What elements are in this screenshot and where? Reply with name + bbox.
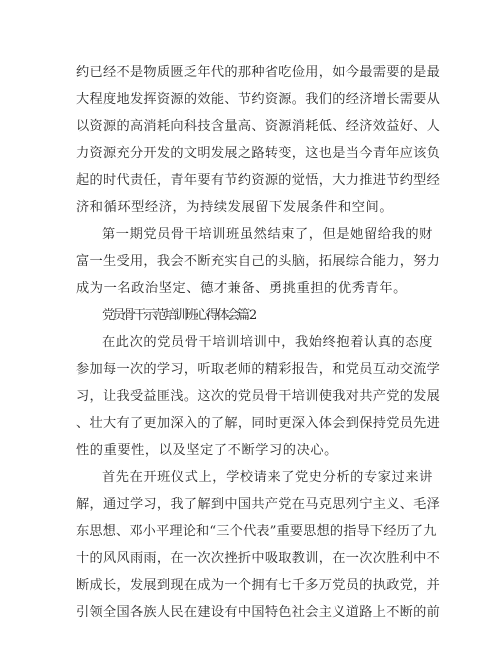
paragraph-4-line-2: 解，通过学习，我了解到中国共产党在马克思列宁主义、毛泽: [76, 497, 441, 512]
paragraph-2-line-3: 成为一名政治坚定、德才兼备、勇挑重担的优秀青年。: [76, 281, 407, 296]
paragraph-2-line-2: 富一生受用，我会不断充实自己的头脑，拓展综合能力，努力: [76, 254, 441, 269]
paragraph-4-line-3: 东思想、邓小平理论和“三个代表”重要思想的指导下经历了九: [76, 524, 437, 539]
paragraph-1-line-1: 约已经不是物质匮乏年代的那种省吃俭用，如今最需要的是最: [76, 65, 441, 80]
paragraph-2-line-1: 第一期党员骨干培训班虽然结束了，但是她留给我的财: [102, 227, 433, 242]
paragraph-3-line-1: 在此次的党员骨干培训培训中，我始终抱着认真的态度: [102, 335, 433, 350]
paragraph-1-line-5: 起的时代责任，青年要有节约资源的觉悟，大力推进节约型经: [76, 173, 441, 188]
paragraph-4-line-1: 首先在开班仪式上，学校请来了党史分析的专家过来讲: [102, 470, 433, 485]
paragraph-1-line-4: 力资源充分开发的文明发展之路转变，这也是当今青年应该负: [76, 146, 441, 161]
paragraph-1-line-2: 大程度地发挥资源的效能、节约资源。我们的经济增长需要从: [76, 92, 441, 107]
paragraph-4-line-4: 十的风风雨雨，在一次次挫折中吸取教训，在一次次胜利中不: [76, 551, 441, 566]
paragraph-3-line-5: 性的重要性，以及坚定了不断学习的决心。: [76, 443, 338, 458]
paragraph-1-line-3: 以资源的高消耗向科技含量高、资源消耗低、经济效益好、人: [76, 119, 441, 134]
paragraph-1-line-6: 济和循环型经济，为持续发展留下发展条件和空间。: [76, 200, 394, 215]
section-heading: 党员骨干示范培训班心得体会篇 2: [102, 308, 255, 323]
paragraph-3-line-2: 参加每一次的学习，听取老师的精彩报告，和党员互动交流学: [76, 362, 441, 377]
paragraph-4-line-6: 引领全国各族人民在建设有中国特色社会主义道路上不断的前: [76, 605, 441, 620]
paragraph-4-line-5: 断成长，发展到现在成为一个拥有七千多万党员的执政党，并: [76, 578, 441, 593]
paragraph-3-line-3: 习，让我受益匪浅。这次的党员骨干培训使我对共产党的发展: [76, 389, 441, 404]
paragraph-3-line-4: 、壮大有了更加深入的了解，同时更深入体会到保持党员先进: [76, 416, 441, 431]
